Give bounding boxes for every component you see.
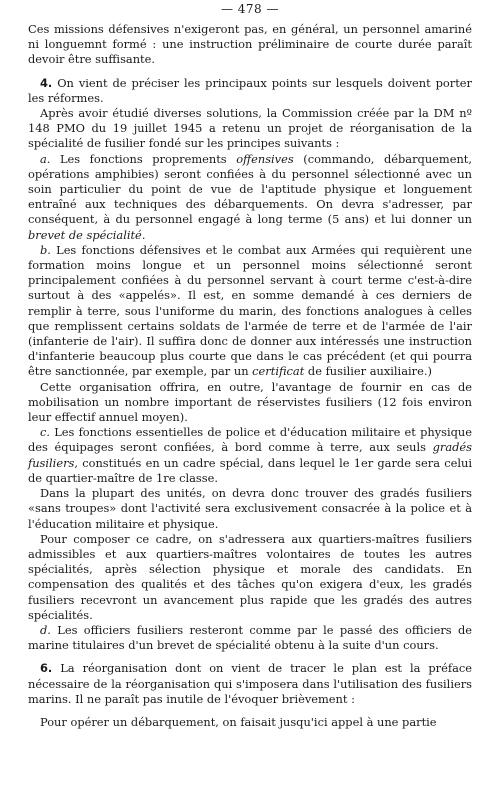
item-label: a. — [40, 151, 51, 166]
section-gap — [28, 707, 472, 715]
paragraph-commission — [28, 106, 472, 152]
paragraph-text: Pour opérer un débarquement, on faisait jusqu'ici appel à une partie — [40, 714, 437, 729]
paragraph-item-d — [28, 623, 472, 653]
paragraph-text: Cette organisation offrira, en outre, l'avantage de fournir en cas de mobilisation un nombre important de réservistes fusiliers (12 fois environ leur effectif annuel moyen). — [28, 379, 472, 425]
paragraph-section-4 — [28, 76, 472, 106]
paragraph-text: , constitués en un cadre spécial, dans lequel le 1er garde sera celui de quartier-maître de 1re classe. — [28, 455, 472, 485]
emphasis-text: offensives — [236, 151, 294, 166]
paragraph-text: Les officiers fusiliers resteront comme par le passé des officiers de marine titulaires d'un brevet de spécialité obtenu à la suite d'un cours. — [28, 622, 472, 653]
paragraph-intro — [28, 22, 472, 68]
paragraph-text: On vient de préciser les principaux points sur lesquels doivent porter les réformes. — [28, 75, 472, 105]
paragraph-mobilisation — [28, 380, 472, 426]
paragraph-text: Pour composer ce cadre, on s'adressera aux quartiers-maîtres fusiliers admissibles et aux quartiers-maîtres volontaires de toutes les autres spécialités, après sélection physique et morale des candidats. En compensation des qualités et des tâches qu'on exigera d'eux, les gradés fusiliers recevront un avancement plus rapide que les gradés des autres spécialités. — [28, 531, 472, 622]
paragraph-text: de fusilier auxiliaire.) — [304, 364, 432, 379]
item-label: d. — [40, 622, 51, 637]
paragraph-text: Après avoir étudié diverses solutions, la Commission créée par la DM nº 148 PMO du 19 juillet 1945 a retenu un projet de réorganisation de la spécialité de fusilier fondé sur les principes suivants : — [28, 106, 472, 151]
paragraph-cadre — [28, 532, 472, 623]
paragraph-units — [28, 486, 472, 532]
paragraph-text: (commando, débarquement, opérations amphibies) seront confiées à du personnel sélectionné avec un soin particulier du point de vue de l'aptitude physique et longuement entraîné aux techniques des débarquements. On devra s'adresser, par conséquent, à du personnel engagé à long terme (5 ans) et lui donner un — [28, 151, 472, 227]
paragraph-text: . — [141, 227, 146, 242]
section-number: 6. — [40, 661, 53, 676]
paragraph-text: La réorganisation dont on vient de tracer le plan est la préface nécessaire de la réorganisation qui s'imposera dans l'utilisation des fusiliers marins. Il ne paraît pas inutile de l'évoquer brièvement : — [28, 661, 472, 706]
section-gap — [28, 68, 472, 76]
paragraph-text: Les fonctions défensives et le combat aux Armées qui requièrent une formation moins longue et un personnel moins sélectionné seront principalement confiées à du personnel servant à court terme c'est-à-dire surtout à des «appelés». Il est, en somme demandé à ces derniers de remplir à terre, sous l'uniforme du marin, des fonctions analogues à celles que remplissent certains soldats de l'armée de terre et de l'armée de l'air (infanterie de l'air). Il suffira donc de donner aux intéressés une instruction d'infanterie beaucoup plus courte que dans le cas précédent (et qui pourra être sanctionnée, par exemple, par un — [28, 242, 472, 379]
paragraph-section-6 — [28, 661, 472, 707]
emphasis-text: brevet de spécialité — [28, 227, 142, 242]
paragraph-item-c — [28, 425, 472, 486]
paragraph-text: Ces missions défensives n'exigeront pas, en général, un personnel amariné ni longuemnt formé : une instruction préliminaire de courte durée paraît devoir être suffisante. — [28, 22, 472, 67]
section-number: 4. — [40, 75, 53, 90]
item-label: b. — [40, 242, 51, 257]
paragraph-debarquement — [28, 715, 472, 730]
item-label: c. — [40, 425, 51, 440]
emphasis-text: certificat — [252, 364, 305, 379]
emphasis-text: gradés fusiliers — [28, 440, 472, 470]
paragraph-item-a — [28, 152, 472, 243]
paragraph-text: Les fonctions essentielles de police et d'éducation militaire et physique des équipages seront confiées, à bord comme à terre, aux seuls — [28, 425, 472, 455]
paragraph-item-b — [28, 243, 472, 380]
page-number: — 478 — — [220, 2, 280, 16]
section-gap — [28, 653, 472, 661]
paragraph-text: Les fonctions proprements — [50, 151, 237, 166]
paragraph-text: Dans la plupart des unités, on devra donc trouver des gradés fusiliers «sans troupes» dont l'activité sera exclusivement consacrée à la police et à l'éducation militaire et physique. — [28, 486, 472, 531]
